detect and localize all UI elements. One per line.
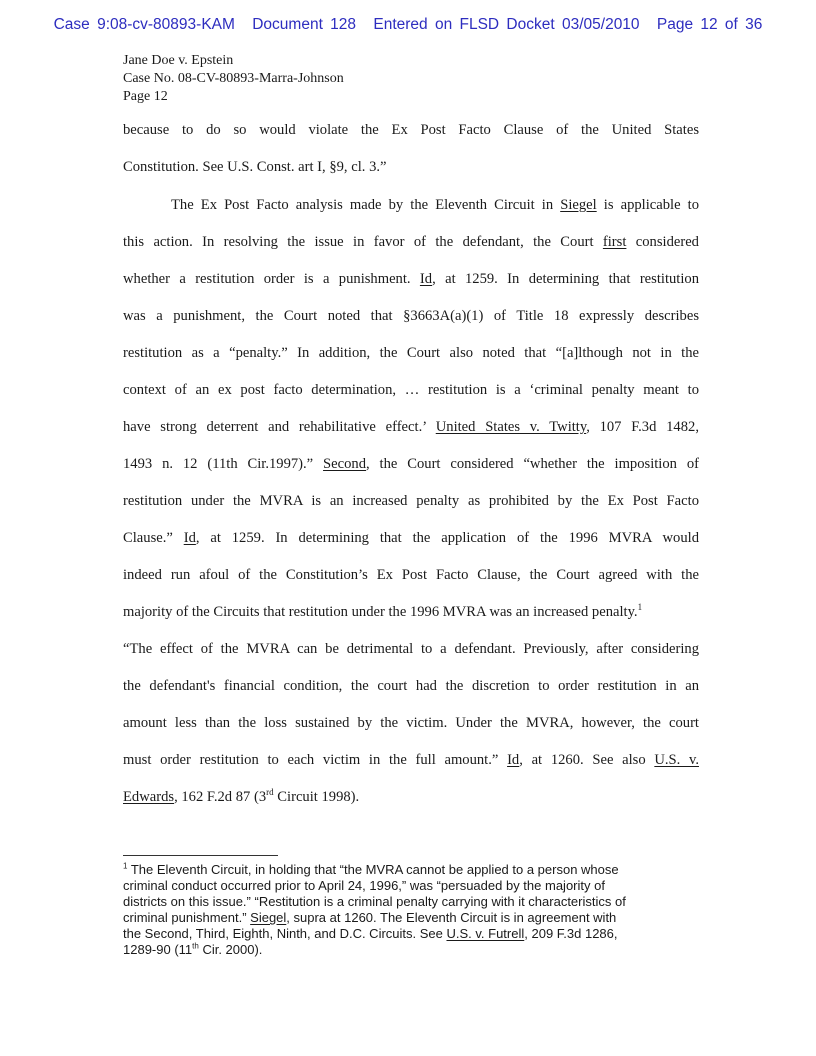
body-line: The Ex Post Facto analysis made by the Eleventh Circuit in Siegel is applicable to: [171, 197, 699, 213]
ecf-page-number: Page 12 of 36: [656, 16, 763, 33]
caption-page: Page 12: [123, 89, 168, 104]
case-caption: [123, 52, 344, 106]
body-line: because to do so would violate the Ex Post Facto Clause of the United States: [123, 122, 699, 138]
case-cite-edwards: U.S. v.: [654, 752, 699, 768]
footnote-line: 1289-90 (11th Cir. 2000).: [123, 941, 263, 957]
body-line: must order restitution to each victim in the full amount.” Id, at 1260. See also U.S. v.: [123, 752, 699, 768]
footnote-separator: [123, 855, 278, 856]
footnote-line: criminal conduct occurred prior to April 24, 1996,” was “persuaded by the majority of: [123, 878, 605, 893]
caption-case-number: Case No. 08-CV-80893-Marra-Johnson: [123, 71, 344, 86]
body-line: “The effect of the MVRA can be detrimental to a defendant. Previously, after considering: [123, 641, 699, 657]
footnote-line: the Second, Third, Eighth, Ninth, and D.C. Circuits. See U.S. v. Futrell, 209 F.3d 1286,: [123, 926, 618, 941]
ecf-entered-date: Entered on FLSD Docket 03/05/2010: [373, 16, 640, 33]
cite-id: Id: [419, 271, 433, 287]
body-line: the defendant's financial condition, the court had the discretion to order restitution in an: [123, 678, 699, 694]
footnote-marker: 1: [123, 861, 128, 871]
case-cite-edwards: Edwards: [123, 789, 175, 805]
body-line: Clause.” Id, at 1259. In determining that the application of the 1996 MVRA would: [123, 530, 699, 546]
body-line: have strong deterrent and rehabilitative effect.’ United States v. Twitty, 107 F.3d 1482,: [123, 419, 699, 435]
body-line: restitution under the MVRA is an increased penalty as prohibited by the Ex Post Facto: [123, 493, 699, 509]
body-line: restitution as a “penalty.” In addition, the Court also noted that “[a]lthough not in the: [123, 345, 699, 361]
case-cite-twitty: United States v. Twitty: [435, 419, 587, 435]
cite-id: Id: [183, 530, 196, 546]
footnote-line: $^1$ The Eleventh Circuit, in holding that “the MVRA cannot be applied to a person whose: [123, 861, 619, 877]
body-line: Edwards, 162 F.2d 87 (3rd Circuit 1998).: [123, 787, 360, 805]
ecf-header: [0, 16, 816, 34]
body-line: amount less than the loss sustained by the victim. Under the MVRA, however, the court: [123, 715, 699, 731]
body-line: this action. In resolving the issue in favor of the defendant, the Court first considered: [123, 234, 699, 250]
case-cite-futrell: U.S. v. Futrell: [446, 926, 525, 941]
footnote-line: criminal punishment.” Siegel, supra at 1260. The Eleventh Circuit is in agreement with: [123, 910, 617, 925]
footnote-line: districts on this issue.” “Restitution is a criminal penalty carrying with it characteristics of: [123, 894, 626, 909]
body-line: 1493 n. 12 (11th Cir.1997).” Second, the Court considered “whether the imposition of: [123, 456, 699, 472]
case-cite-siegel: Siegel: [250, 910, 287, 925]
ecf-case-number: Case 9:08-cv-80893-KAM: [53, 16, 235, 33]
caption-case-name: Jane Doe v. Epstein: [123, 53, 234, 68]
body-line: indeed run afoul of the Constitution’s Ex Post Facto Clause, the Court agreed with the: [123, 567, 699, 583]
cite-id: Id: [507, 752, 520, 768]
ecf-document-number: Document 128: [252, 16, 357, 33]
footnote-reference: 1: [637, 602, 643, 613]
emphasis-first: first: [602, 234, 627, 250]
body-line: was a punishment, the Court noted that §3663A(a)(1) of Title 18 expressly describes: [123, 308, 699, 324]
case-cite-siegel: Siegel: [560, 197, 597, 213]
body-line: whether a restitution order is a punishment. Id, at 1259. In determining that restitution: [123, 271, 699, 287]
body-line: majority of the Circuits that restitution under the 1996 MVRA was an increased penalty.$^1$: [123, 602, 643, 620]
body-line: Constitution. See U.S. Const. art I, §9, cl. 3.”: [123, 159, 387, 175]
body-line: context of an ex post facto determination, … restitution is a ‘criminal penalty meant to: [123, 382, 699, 398]
emphasis-second: Second: [323, 456, 367, 472]
